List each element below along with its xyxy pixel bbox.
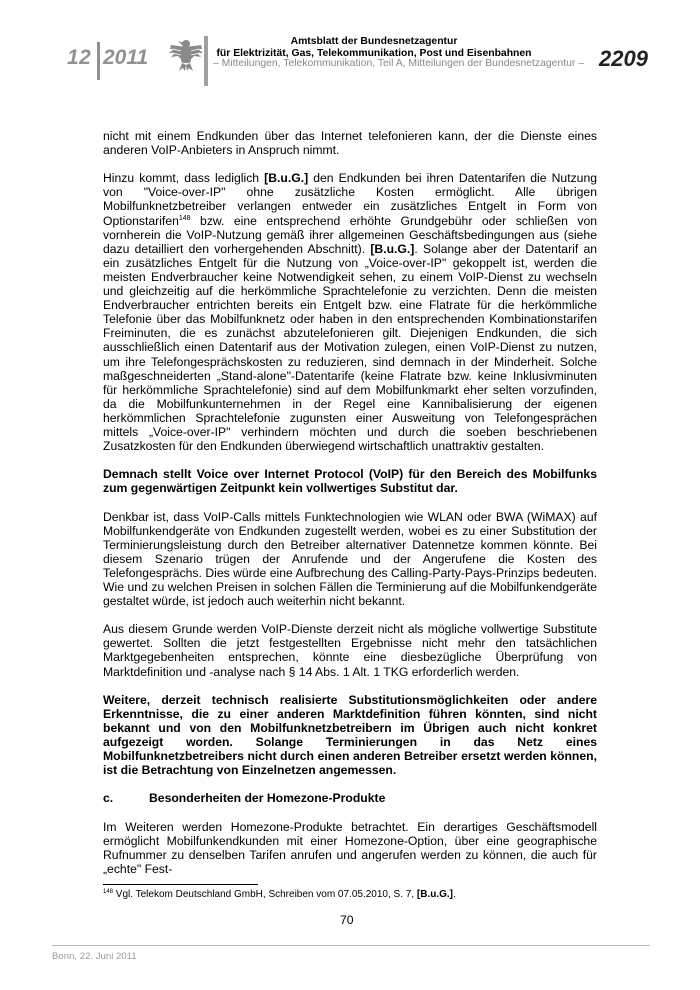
gazette-subtitle: – Mitteilungen, Telekommunikation, Teil A, Mitteilungen der Bundesnetzagentur – [213, 58, 585, 69]
conclusion-paragraph: Demnach stellt Voice over Internet Protocol (VoIP) für den Bereich des Mobilfunks zum gegenwärtigen Zeitpunkt kein vollwertiges Substitut dar. [103, 467, 597, 496]
paragraph-4: Denkbar ist, dass VoIP-Calls mittels Funktechnologien wie WLAN oder BWA (WiMAX) auf Mobilfunkendgeräte von Endkunden zugestellt werden, wobei es zu einer Substitution der Terminierungsleistung durch den Betreiber alternativer Datennetze kommen könnte. Bei diesem Szenario trügen der Anrufende und der Angerufene die Kosten des Telefongesprächs. Dies würde eine Aufbrechung des Calling-Party-Pays-Prinzips bedeuten. Wie und zu welchen Preisen in solchen Fällen die Terminierung auf die Mobilfunkendgeräte gestaltet würde, ist jedoch auch weiterhin nicht bekannt. [103, 509, 597, 609]
issue-year: 2011 [103, 46, 149, 69]
footer-rule [52, 945, 650, 946]
paragraph-2-part-b: den Endkunden bei ihren Datentarifen die Nutzung von "Voice-over-IP" ohne zusätzliche Kosten ermöglicht. Alle übrigen Mobilfunknetzbetreiber verlangen entweder ein zusätzliches Entgelt in Form von Optionstarifen [103, 171, 598, 228]
paragraph-1: nicht mit einem Endkunden über das Internet telefonieren kann, der die Dienste eines anderen VoIP-Anbieters in Anspruch nimmt. [103, 129, 597, 158]
document-body [103, 129, 597, 890]
footer-date: Bonn, 22. Juni 2011 [52, 951, 137, 962]
federal-eagle-icon [166, 35, 206, 75]
paragraph-2-part-d: . Solange aber der Datentarif an ein zusätzliches Entgelt für die Nutzung von „Voice-over-IP" gekoppelt ist, werden die meisten Endverbraucher keine Notwendigkeit sehen, zu einem VoIP-Dienst zu wechseln und gleichzeitig auf die herkömmliche Sprachtelefonie zu verzichten. Denn die meisten Endverbraucher entrichten bereits ein Entgelt bzw. eine Flatrate für die herkömmliche Telefonie über das Mobilfunknetz oder haben in den entsprechenden Kombinationstarifen Freiminuten, die es zunächst abzutelefonieren gilt. Diejenigen Endkunden, die sich ausschließlich einen Datentarif aus der Motivation zulegen, einen VoIP-Dienst zu nutzen, um ihre Telefongesprächskosten zu reduzieren, sind demnach in der Minderheit. Solche maßgeschneiderten „Stand-alone"-Datentarife (keine Flatrate bzw. keine Inklusivminuten für herkömmliche Sprachtelefonie) sind auf dem Mobilfunkmarkt eher selten vorzufinden, da die Mobilfunkunternehmen in der Regel eine Kannibalisierung der eigenen herkömmlichen Sprachtelefonie zugunsten einer Ausweitung von Telefongesprächen mittels „Voice-over-IP" verhindern möchten und durch die soeben beschriebenen Zusatzkosten für den Endkunden überwiegend wirtschaftlich unattraktiv gestalten. [103, 241, 598, 454]
footnote [103, 889, 456, 900]
footnote-end: . [453, 889, 456, 900]
gazette-page-number: 2209 [599, 46, 648, 71]
section-heading-text: Besonderheiten der Homezone-Produkte [149, 791, 386, 806]
redaction-marker: [B.u.G.] [370, 241, 415, 256]
gazette-title [215, 36, 533, 60]
header-bar [204, 36, 208, 86]
summary-paragraph: Weitere, derzeit technisch realisierte Substitutionsmöglichkeiten oder andere Erkenntnisse, die zu einer anderen Marktdefinition führen könnten, sind nicht bekannt und von den Mobilfunknetzbetreibern im Übrigen auch nicht konkret aufgezeigt worden. Solange Terminierungen in das Netz eines Mobilfunknetzbetreibers nicht durch einen anderen Betreiber ersetzt werden können, ist die Betrachtung von Einzelnetzen angemessen. [103, 692, 597, 778]
footnote-divider [103, 884, 258, 885]
issue-number: 12 [67, 46, 92, 69]
section-heading-label: c. [103, 791, 114, 806]
footnote-reference[interactable]: 148 [178, 214, 191, 222]
header-separator [97, 42, 100, 80]
section-heading [103, 791, 597, 805]
paragraph-2-part-a: Hinzu kommt, dass lediglich [103, 171, 265, 186]
footnote-number: 148 [103, 889, 114, 895]
document-page-number: 70 [340, 913, 354, 927]
redaction-marker: [B.u.G.] [264, 171, 309, 186]
gazette-title-line2: für Elektrizität, Gas, Telekommunikation, Post und Eisenbahnen [216, 48, 532, 59]
paragraph-7: Im Weiteren werden Homezone-Produkte betrachtet. Ein derartiges Geschäftsmodell ermöglicht Mobilfunkendkunden mit einer Homezone-Option, über eine geographische Rufnummer zu denselben Tarifen anrufen und angerufen werden zu können, die auch für „echte" Fest- [103, 819, 597, 876]
paragraph-2 [103, 171, 597, 453]
paragraph-2-part-c: bzw. eine entsprechend erhöhte Grundgebühr oder schließen von vornherein die VoIP-Nutzung gemäß ihrer allgemeinen Geschäftsbedingungen aus (siehe dazu detailliert den vorhergehenden Abschnitt). [103, 213, 597, 256]
footnote-text: Vgl. Telekom Deutschland GmbH, Schreiben vom 07.05.2010, S. 7, [113, 889, 417, 900]
paragraph-5: Aus diesem Grunde werden VoIP-Dienste derzeit nicht als mögliche vollwertige Substitute gewertet. Sollten die jetzt festgestellten Ergebnisse nicht mehr den tatsächlichen Marktgegebenheiten entsprechen, könnte eine diesbezügliche Überprüfung von Marktdefinition und -analyse nach § 14 Abs. 1 Alt. 1 TKG erforderlich werden. [103, 622, 597, 679]
gazette-title-line1: Amtsblatt der Bundesnetzagentur [290, 36, 458, 47]
footnote-redaction: [B.u.G.] [416, 889, 453, 900]
